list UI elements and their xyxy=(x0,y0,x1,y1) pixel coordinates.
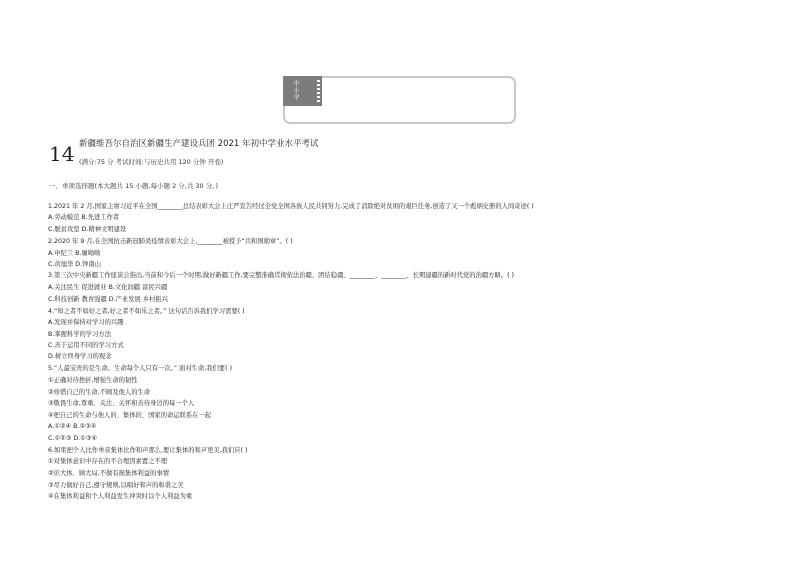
question-line: A.劳动模范 B.先进工作者 xyxy=(48,214,120,221)
question-line: C.善于运用不同的学习方式 xyxy=(48,342,124,349)
paper-number: 14 xyxy=(49,142,75,166)
question-line: ③尽力做好自己,遵守规则,以唱好和声的和谐之美 xyxy=(48,482,184,489)
question-line: 4.“知之者不如好之者,好之者不如乐之者。” 这句话告诉我们学习需要( ) xyxy=(48,308,245,315)
question-line: C.科技创新 教育强疆 D.产业发展 乡村振兴 xyxy=(48,296,169,303)
question-line: ④把自己的生命与他人的、集体的、国家的命运联系在一起 xyxy=(48,412,212,419)
question-line: C.黄旭华 D.钟南山 xyxy=(48,261,102,268)
question-line: 5.“人最宝贵的是生命。生命每个人只有一次。” 面对生命,我们要( ) xyxy=(48,365,233,372)
question-line: ①正确对待挫折,增强生命的韧性 xyxy=(48,377,138,384)
question-line: B.掌握科学的学习方法 xyxy=(48,331,111,338)
question-line: ②识大体、顾大局,不做有损集体利益的事情 xyxy=(48,470,169,477)
question-line: 1.2021 年 2 月,国家主席习近平在全国________总结表彰大会上庄严宣告经过全党全国各族人民共同努力,完成了消除绝对贫困的艰巨任务,创造了又一个彪炳史册的人间奇迹( ) xyxy=(48,203,534,210)
question-line: ①对集体意识中存在的不合理因素置之不理 xyxy=(48,458,167,465)
section-heading: 一、单项选择题(本大题共 15 小题,每小题 2 分,共 30 分。) xyxy=(49,182,219,190)
question-line: ②珍惜自己的生命,不顾及他人的生命 xyxy=(48,389,151,396)
question-line: A.①②④ B.②③④ xyxy=(48,423,97,430)
seal-tag xyxy=(283,76,322,106)
question-line: A.发现并保持对学习的兴趣 xyxy=(48,319,124,326)
question-line: ④在集体利益和个人利益发生冲突时以个人利益为重 xyxy=(48,493,193,500)
question-line: 6.如果把个人比作单音集体比作和声那么,要让集体的和声更美,我们应( ) xyxy=(48,447,248,454)
paper-subtitle: (满分:75 分 考试时间:与历史共用 120 分钟 开卷) xyxy=(79,158,224,166)
question-line: ③敬畏生命,尊重、关注、关怀和善待身边的每一个人 xyxy=(48,400,195,407)
question-line: A.申纪兰 B.屠呦呦 xyxy=(48,250,101,257)
paper-title: 新疆维吾尔自治区新疆生产建设兵团 2021 年初中学业水平考试 xyxy=(79,139,319,149)
question-line: A.关注民生 促进就业 B.文化润疆 富民兴疆 xyxy=(48,284,168,291)
question-line: 2.2020 年 9 月,在全国抗击新冠肺炎疫情表彰大会上,________被授予“共和国勋章”。( ) xyxy=(48,238,293,245)
question-line: 3.第三次中央新疆工作座谈会指出,当前和今后一个时期,做好新疆工作,要完整准确贯彻依法治疆、团结稳疆、________、________、长期建疆的新时代党的治疆方略。( ) xyxy=(48,272,515,279)
question-line: D.树立终身学习的观念 xyxy=(48,353,112,360)
question-line: C.脱贫攻坚 D.精神文明建设 xyxy=(48,226,127,233)
seal-tag-text: 中小学 xyxy=(292,80,299,101)
seal-notch-icon xyxy=(317,80,320,102)
question-line: C.①②③ D.①③④ xyxy=(48,435,98,442)
